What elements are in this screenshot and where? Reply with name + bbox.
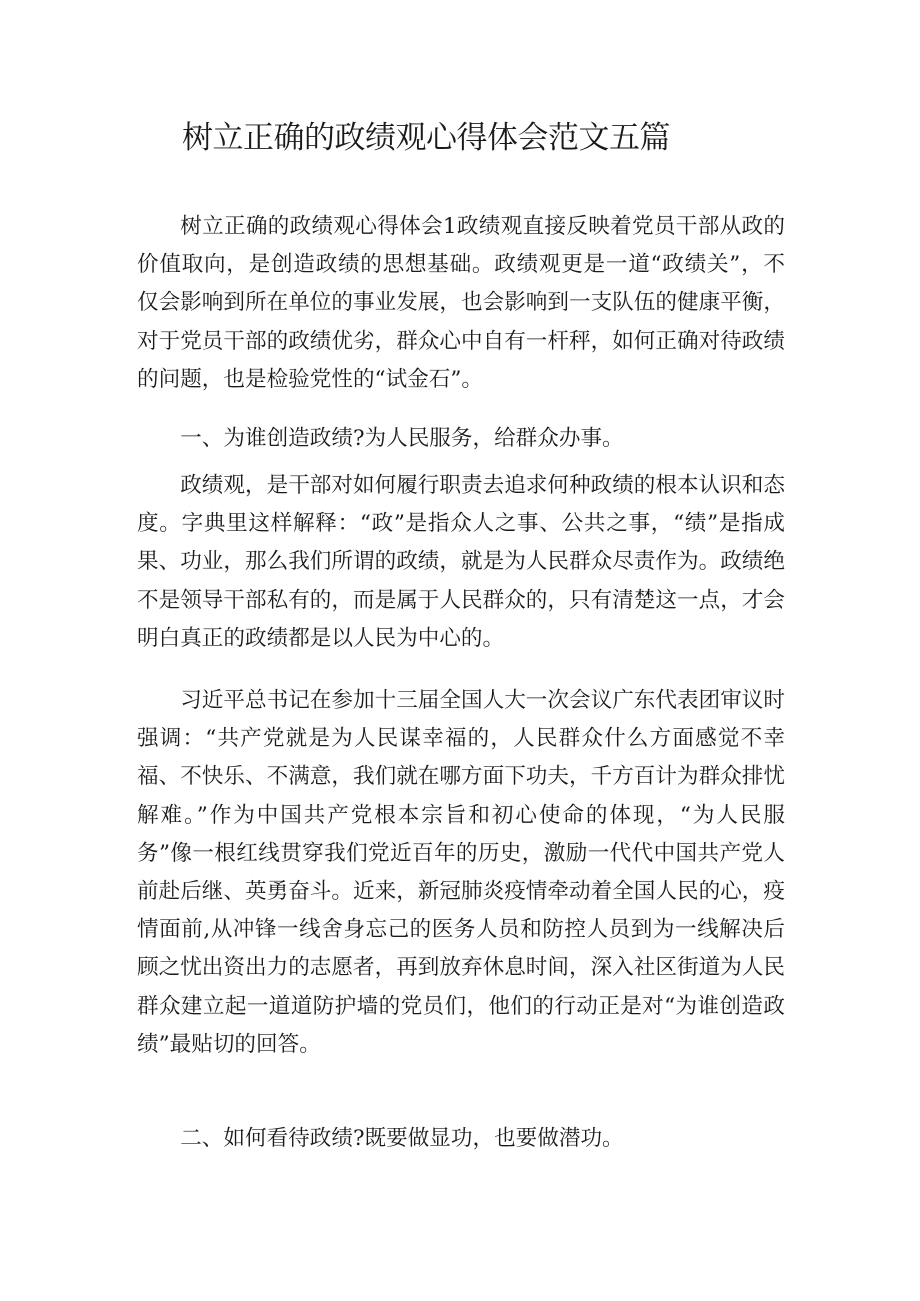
section-heading-2: 二、如何看待政绩?既要做显功，也要做潜功。 (180, 1126, 624, 1151)
document-title: 树立正确的政绩观心得体会范文五篇 (182, 120, 670, 156)
paragraph-definition: 政绩观，是干部对如何履行职责去追求何种政绩的根本认识和态度。字典里这样解释：“政”是指众人之事、公共之事，“绩”是指成果、功业，那么我们所谓的政绩，就是为人民群众尽责作为。政绩绝不是领导干部私有的，而是属于人民群众的，只有清楚这一点，才会明白真正的政绩都是以人民为中心的。 (137, 473, 785, 651)
section-heading-1: 一、为谁创造政绩?为人民服务，给群众办事。 (180, 426, 624, 451)
paragraph-intro: 树立正确的政绩观心得体会1政绩观直接反映着党员干部从政的价值取向，是创造政绩的思想基础。政绩观更是一道“政绩关”，不仅会影响到所在单位的事业发展，也会影响到一支队伍的健康平衡，对于党员干部的政绩优劣，群众心中自有一杆秤，如何正确对待政绩的问题，也是检验党性的“试金石”。 (137, 214, 785, 392)
paragraph-quote: 习近平总书记在参加十三届全国人大一次会议广东代表团审议时强调：“共产党就是为人民谋幸福的，人民群众什么方面感觉不幸福、不快乐、不满意，我们就在哪方面下功夫，千方百计为群众排忧解难。”作为中国共产党根本宗旨和初心使命的体现，“为人民服务”像一根红线贯穿我们党近百年的历史，激励一代代中国共产党人前赴后继、英勇奋斗。近来，新冠肺炎疫情牵动着全国人民的心，疫情面前,从冲锋一线舍身忘己的医务人员和防控人员到为一线解决后顾之忧出资出力的志愿者，再到放弃休息时间，深入社区街道为人民群众建立起一道道防护墙的党员们，他们的行动正是对“为谁创造政绩”最贴切的回答。 (137, 688, 785, 1057)
